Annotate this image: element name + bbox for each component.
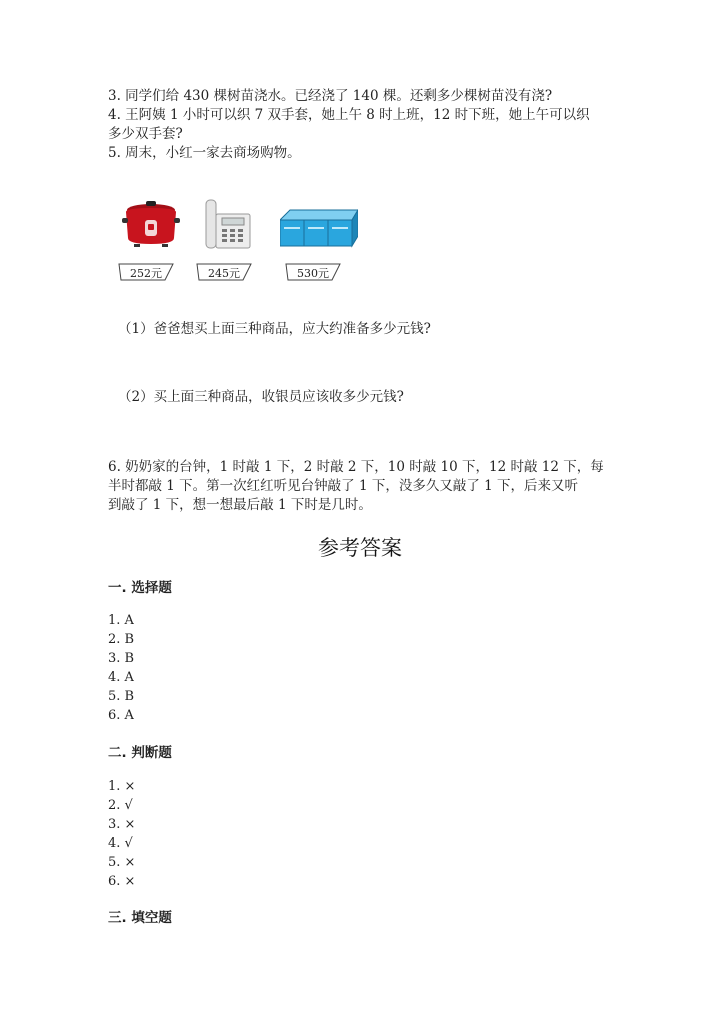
answer-item: 2. B xyxy=(108,632,135,647)
question-3: 3. 同学们给 430 棵树苗浇水。已经浇了 140 棵。还剩多少棵树苗没有浇? xyxy=(108,88,553,104)
answer-item: 3. × xyxy=(108,817,136,832)
question-6-line-2: 半时都敲 1 下。第一次红红听见台钟敲了 1 下，没多久又敲了 1 下，后来又听 xyxy=(108,478,579,494)
answer-item: 5. × xyxy=(108,855,136,870)
price-tag-telephone xyxy=(195,262,253,282)
answer-item: 4. √ xyxy=(108,836,133,851)
price-label: 530元 xyxy=(297,267,329,280)
telephone-icon xyxy=(202,198,252,254)
answer-item: 6. × xyxy=(108,874,136,889)
fish-tank-icon xyxy=(280,208,358,252)
answer-item: 5. B xyxy=(108,689,135,704)
answer-item: 1. × xyxy=(108,779,136,794)
price-tag-rice-cooker xyxy=(117,262,175,282)
question-6-line-1: 6. 奶奶家的台钟，1 时敲 1 下，2 时敲 2 下，10 时敲 10 下，12 时敲 12 下，每 xyxy=(108,459,604,475)
answer-item: 1. A xyxy=(108,613,134,628)
price-label: 252元 xyxy=(130,267,162,280)
question-6-line-3: 到敲了 1 下，想一想最后敲 1 下时是几时。 xyxy=(108,497,372,513)
answers-title: 参考答案 xyxy=(318,536,402,560)
question-4-line-2: 多少双手套? xyxy=(108,126,183,142)
answer-item: 3. B xyxy=(108,651,135,666)
answer-item: 4. A xyxy=(108,670,134,685)
section-heading-judge: 二. 判断题 xyxy=(108,745,172,761)
price-label: 245元 xyxy=(208,267,240,280)
answer-item: 6. A xyxy=(108,708,134,723)
answer-item: 2. √ xyxy=(108,798,133,813)
question-5-part-2: （2）买上面三种商品，收银员应该收多少元钱? xyxy=(118,389,404,405)
price-tag-fish-tank xyxy=(284,262,342,282)
rice-cooker-icon xyxy=(122,200,180,252)
section-heading-fill: 三. 填空题 xyxy=(108,910,172,926)
section-heading-choice: 一. 选择题 xyxy=(108,580,172,596)
question-5-part-1: （1）爸爸想买上面三种商品，应大约准备多少元钱? xyxy=(118,321,431,337)
question-5: 5. 周末，小红一家去商场购物。 xyxy=(108,145,301,161)
question-4-line-1: 4. 王阿姨 1 小时可以织 7 双手套，她上午 8 时上班，12 时下班，她上午可以织 xyxy=(108,107,590,123)
